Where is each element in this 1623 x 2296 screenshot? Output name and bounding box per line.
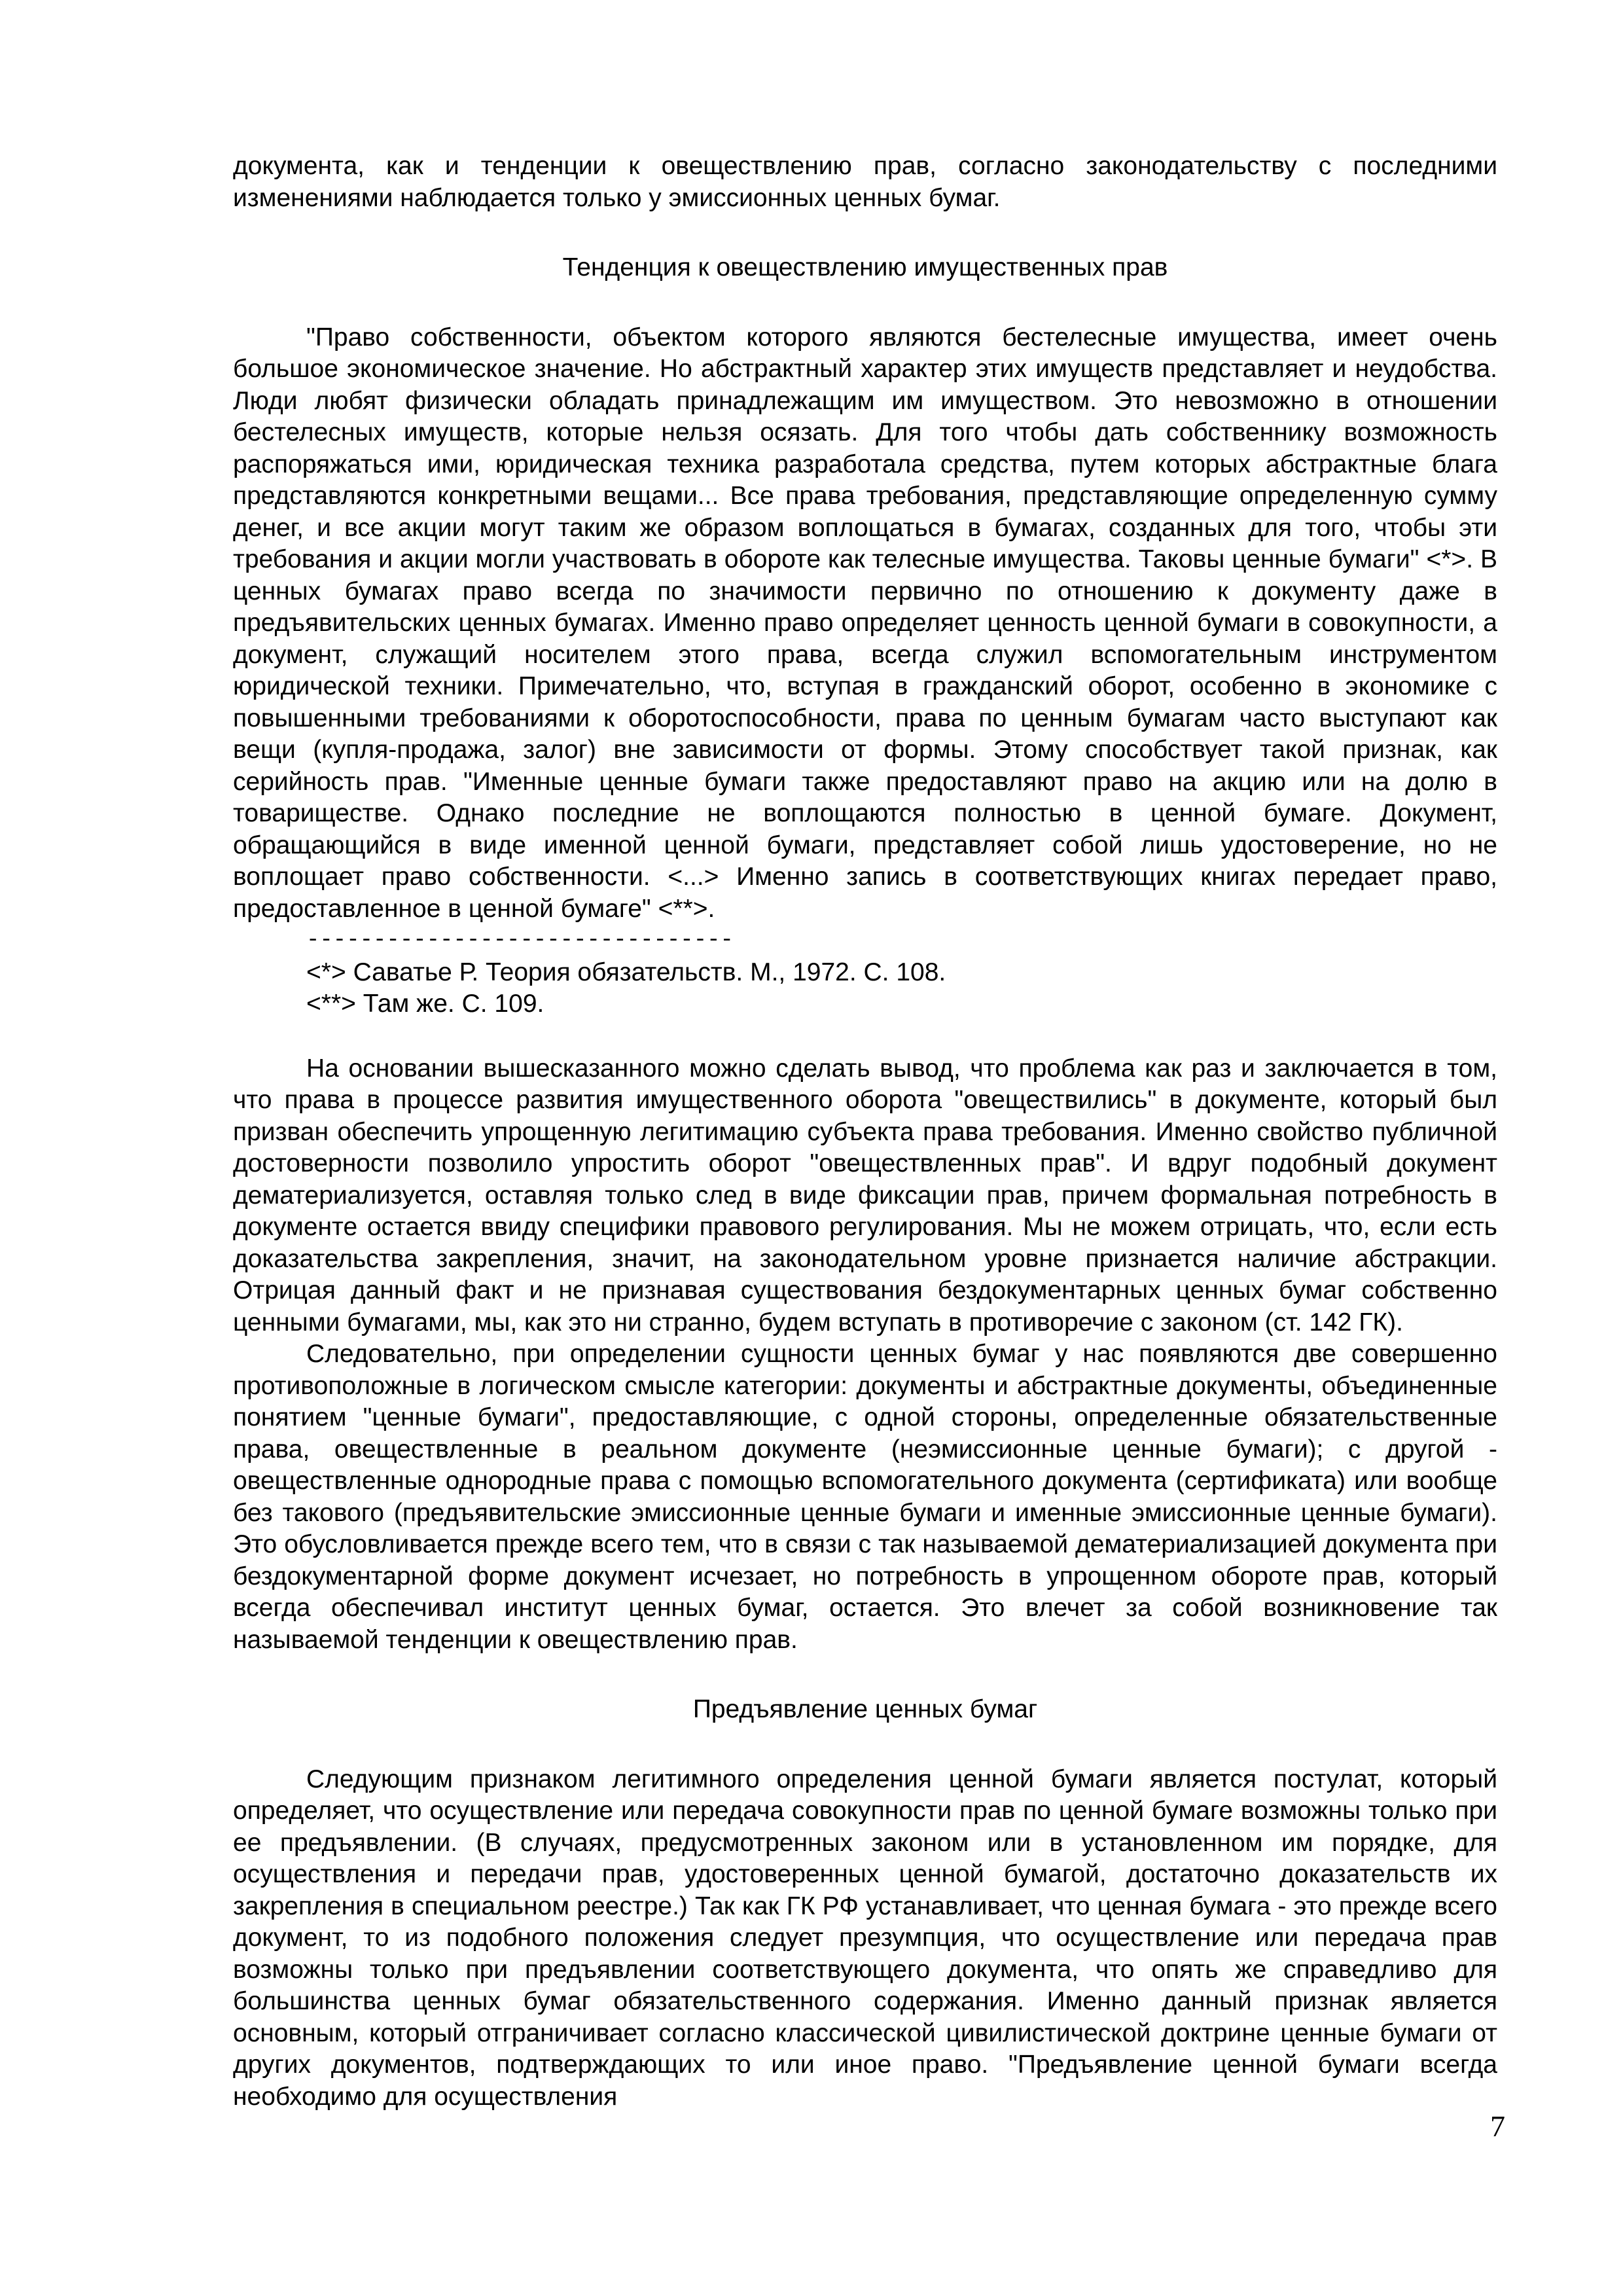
footnotes-block bbox=[233, 925, 1497, 1020]
footnote-2: <**> Там же. С. 109. bbox=[306, 990, 544, 1018]
paragraph-conclusion: На основании вышесказанного можно сделать вывод, что проблема как раз и заключается в том, что права в процессе развития имущественного оборота "овеществились" в документе, который был призван обеспечить упрощенную легитимацию субъекта права требования. Именно свойство публичной достоверности позволило упростить оборот "овеществленных прав". И вдруг подобный документ дематериализуется, оставляя только след в виде фиксации прав, причем формальная потребность в документе остается ввиду специфики правового регулирования. Мы не можем отрицать, что, если есть доказательства закрепления, значит, на законодательном уровне признается наличие абстракции. Отрицая данный факт и не признавая существования бездокументарных ценных бумаг собственно ценными бумагами, мы, как это ни странно, будем вступать в противоречие с законом (ст. 142 ГК). bbox=[233, 1054, 1497, 1336]
intro-paragraph: документа, как и тенденции к овеществлению прав, согласно законодательству с последними изменениями наблюдается только у эмиссионных ценных бумаг. bbox=[233, 152, 1497, 212]
footnote-separator: -------------------------------- bbox=[306, 928, 734, 953]
page-content bbox=[233, 151, 1497, 2113]
paragraph-savatier-quote: "Право собственности, объектом которого являются бестелесные имущества, имеет очень большое экономическое значение. Но абстрактный характер этих имуществ представляет и неудобства. Люди любят физически обладать принадлежащим им имуществом. Это невозможно в отношении бестелесных имуществ, которые нельзя осязать. Для того чтобы дать собственнику возможность распоряжаться ими, юридическая техника разработала средства, путем которых абстрактные блага представляются конкретными вещами... Все права требования, представляющие определенную сумму денег, и все акции могут таким же образом воплощаться в бумагах, созданных для того, чтобы эти требования и акции могли участвовать в обороте как телесные имущества. Таковы ценные бумаги" <*>. В ценных бумагах право всегда по значимости первично по отношению к документу даже в предъявительских ценных бумагах. Именно право определяет ценность ценной бумаги в совокупности, а документ, служащий носителем этого права, всегда служил вспомогательным инструментом юридической техники. Примечательно, что, вступая в гражданский оборот, особенно в экономике с повышенными требованиями к оборотоспособности, права по ценным бумагам часто выступают как вещи (купля-продажа, залог) вне зависимости от формы. Этому способствует такой признак, как серийность прав. "Именные ценные бумаги также предоставляют право на акцию или на долю в товариществе. Однако последние не воплощаются полностью в ценной бумаге. Документ, обращающийся в виде именной ценной бумаги, представляет собой лишь удостоверение, но не воплощает право собственности. <...> Именно запись в соответствующих книгах передает право, предоставленное в ценной бумаге" <**>. bbox=[233, 323, 1497, 923]
footnote-1: <*> Саватье Р. Теория обязательств. М., 1972. С. 108. bbox=[306, 958, 946, 986]
paragraph-consequently: Следовательно, при определении сущности ценных бумаг у нас появляются две совершенно противоположные в логическом смысле категории: документы и абстрактные документы, объединенные понятием "ценные бумаги", предоставляющие, с одной стороны, определенные обязательственные права, овеществленные в реальном документе (неэмиссионные ценные бумаги); с другой - овеществленные однородные права с помощью вспомогательного документа (сертификата) или вообще без такового (предъявительские эмиссионные ценные бумаги и именные эмиссионные ценные бумаги). Это обусловливается прежде всего тем, что в связи с так называемой дематериализацией документа при бездокументарной форме документ исчезает, но потребность в упрощенном обороте прав, который всегда обеспечивал институт ценных бумаг, остается. Это влечет за собой возникновение так называемой тенденции к овеществлению прав. bbox=[233, 1340, 1497, 1654]
section-heading-reification: Тенденция к овеществлению имущественных прав bbox=[562, 253, 1168, 281]
section-heading-presentation: Предъявление ценных бумаг bbox=[692, 1695, 1038, 1723]
paragraph-presentation: Следующим признаком легитимного определения ценной бумаги является постулат, который определяет, что осуществление или передача совокупности прав по ценной бумаге возможны только при ее предъявлении. (В случаях, предусмотренных законом или в установленном им порядке, для осуществления и передачи прав, удостоверенных ценной бумагой, достаточно доказательств их закрепления в специальном реестре.) Так как ГК РФ устанавливает, что ценная бумага - это прежде всего документ, то из подобного положения следует презумпция, что осуществление или передача прав возможны только при предъявлении соответствующего документа, что опять же справедливо для большинства ценных бумаг обязательственного содержания. Именно данный признак является основным, который отграничивает согласно классической цивилистической доктрине ценные бумаги от других документов, подтверждающих то или иное право. "Предъявление ценной бумаги всегда необходимо для осуществления bbox=[233, 1765, 1497, 2111]
page-number: 7 bbox=[1490, 2109, 1505, 2143]
